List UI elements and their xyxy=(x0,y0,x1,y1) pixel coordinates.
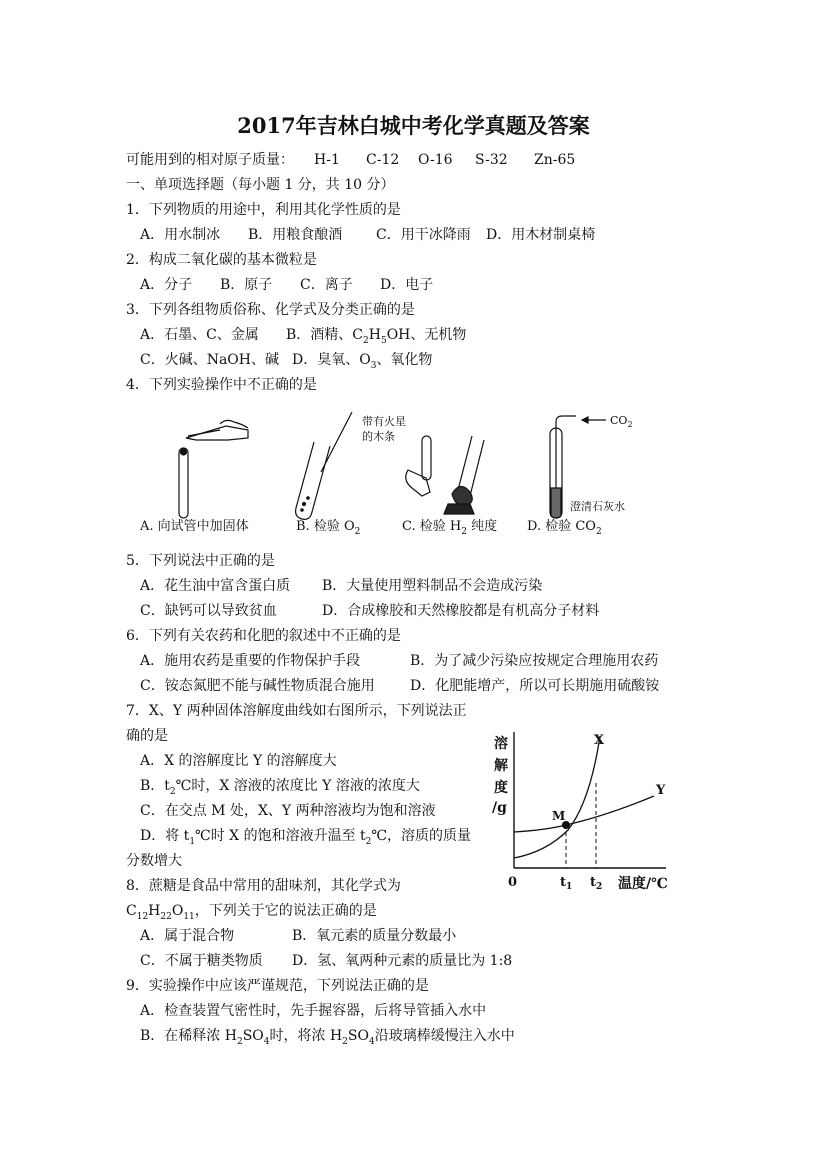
q5-option-d: D．合成橡胶和天然橡胶都是有机高分子材料 xyxy=(322,603,600,619)
q1-option-a: A．用水制冰 xyxy=(140,227,221,243)
chart-series-x-line xyxy=(514,736,600,858)
q3-option-c: C．火碱、NaOH、碱 xyxy=(140,352,279,368)
q4-caption-d: D. 检验 $CO_2$ xyxy=(527,519,602,537)
chart-origin-label: 0 xyxy=(508,875,518,890)
q7-option-d-line2: 分数增大 xyxy=(126,853,182,869)
q2-option-d: D．电子 xyxy=(380,277,434,293)
q2-option-b: B．原子 xyxy=(220,277,273,293)
chart-series-x-label: X xyxy=(594,733,605,748)
q7-option-c: C．在交点 M 处，X、Y 两种溶液均为饱和溶液 xyxy=(140,803,436,819)
chart-ylabel-1: 溶 xyxy=(494,736,508,752)
chart-series-y-label: Y xyxy=(656,783,666,798)
q8-stem-line2: $C_{12}H_{22}O_{11}$，下列关于它的说法正确的是 xyxy=(126,903,377,922)
q4-figure xyxy=(136,408,676,540)
q6-option-b: B．为了减少污染应按规定合理施用农药 xyxy=(410,653,659,669)
q9-option-a: A．检查装置气密性时，先手握容器，后将导管插入水中 xyxy=(140,1003,487,1019)
atomic-mass-zn: Zn-65 xyxy=(534,152,576,168)
q4-fig-d-gas: $CO_2$ xyxy=(610,414,633,429)
q1-option-b: B．用粮食酿酒 xyxy=(248,227,343,243)
q5-option-c: C．缺钙可以导致贫血 xyxy=(140,603,277,619)
q3-option-d: D．臭氧、$O_3$、氧化物 xyxy=(292,352,433,371)
chart-ylabel-3: 度 xyxy=(494,780,508,796)
q6-stem: 6．下列有关农药和化肥的叙述中不正确的是 xyxy=(126,628,401,644)
q2-option-a: A．分子 xyxy=(140,277,193,293)
q3-option-b: B．酒精、$C_2H_5OH$、无机物 xyxy=(286,327,467,346)
chart-point-m-label: M xyxy=(552,809,566,823)
atomic-mass-o: O-16 xyxy=(418,152,453,168)
q4-caption-b: B. 检验 $O_2$ xyxy=(296,519,361,537)
q4-caption-a: A. 向试管中加固体 xyxy=(140,519,249,534)
atomic-mass-s: S-32 xyxy=(475,152,508,168)
atomic-mass-c: C-12 xyxy=(366,152,400,168)
q3-option-a: A．石墨、C、金属 xyxy=(140,327,259,343)
q5-stem: 5．下列说法中正确的是 xyxy=(126,553,275,569)
chart-ylabel-4: /g xyxy=(492,800,507,816)
solubility-chart xyxy=(486,726,686,898)
q1-option-d: D．用木材制桌椅 xyxy=(486,227,596,243)
q4-fig-a xyxy=(179,420,248,518)
q7-option-a: A．X 的溶解度比 Y 的溶解度大 xyxy=(140,753,337,769)
q6-option-a: A．施用农药是重要的作物保护手段 xyxy=(140,653,361,669)
q7-option-d: D．将 $t_1℃$时 X 的饱和溶液升温至 $t_2℃$，溶质的质量 xyxy=(140,828,472,847)
q4-stem: 4．下列实验操作中不正确的是 xyxy=(126,377,317,393)
q4-caption-c: C. 检验 $H_2$ 纯度 xyxy=(402,519,498,537)
q6-option-c: C．铵态氮肥不能与碱性物质混合施用 xyxy=(140,678,375,694)
chart-t1-label: $t_1$ xyxy=(560,875,573,892)
q4-fig-c xyxy=(406,436,484,514)
q8-option-d: D．氢、氧两种元素的质量比为 1:8 xyxy=(292,953,513,969)
chart-ylabel-2: 解 xyxy=(494,758,508,774)
q8-option-b: B．氧元素的质量分数最小 xyxy=(292,928,457,944)
atomic-mass-label: 可能用到的相对原子质量： xyxy=(126,152,294,168)
chart-t2-label: $t_2$ xyxy=(590,875,603,892)
q9-option-b: B．在稀释浓 $H_2SO_4$时，将浓 $H_2SO_4$沿玻璃棒缓慢注入水中 xyxy=(140,1028,515,1047)
q2-option-c: C．离子 xyxy=(300,277,353,293)
q8-stem-line1: 8．蔗糖是食品中常用的甜味剂，其化学式为 xyxy=(126,878,401,894)
q7-stem-line2: 确的是 xyxy=(126,728,168,744)
q4-fig-b-note: 带有火星 xyxy=(362,415,406,428)
q4-fig-b-note2: 的木条 xyxy=(362,430,395,443)
q9-stem: 9．实验操作中应该严谨规范，下列说法正确的是 xyxy=(126,978,429,994)
q4-fig-d-note: 澄清石灰水 xyxy=(570,500,625,513)
q4-fig-b xyxy=(296,412,352,519)
q5-option-b: B．大量使用塑料制品不会造成污染 xyxy=(322,578,543,594)
chart-xlabel: 温度/℃ xyxy=(618,876,668,892)
q3-stem: 3．下列各组物质俗称、化学式及分类正确的是 xyxy=(126,302,415,318)
q8-option-a: A．属于混合物 xyxy=(140,928,235,944)
q6-option-d: D．化肥能增产，所以可长期施用硫酸铵 xyxy=(410,678,660,694)
q1-stem: 1．下列物质的用途中，利用其化学性质的是 xyxy=(126,202,401,218)
q7-option-b: B．$t_2℃$时，X 溶液的浓度比 Y 溶液的浓度大 xyxy=(140,778,420,797)
q4-figure-svg xyxy=(136,408,676,540)
page-title: 2017年吉林白城中考化学真题及答案 xyxy=(237,113,590,138)
section-heading: 一、单项选择题（每小题 1 分，共 10 分） xyxy=(126,177,395,193)
q1-option-c: C．用干冰降雨 xyxy=(376,227,471,243)
q7-stem-line1: 7．X、Y 两种固体溶解度曲线如右图所示，下列说法正 xyxy=(126,703,467,719)
q8-option-c: C．不属于糖类物质 xyxy=(140,953,263,969)
q5-option-a: A．花生油中富含蛋白质 xyxy=(140,578,291,594)
solubility-chart-svg xyxy=(486,726,686,898)
q2-stem: 2．构成二氧化碳的基本微粒是 xyxy=(126,252,317,268)
atomic-mass-h: H-1 xyxy=(314,152,340,168)
